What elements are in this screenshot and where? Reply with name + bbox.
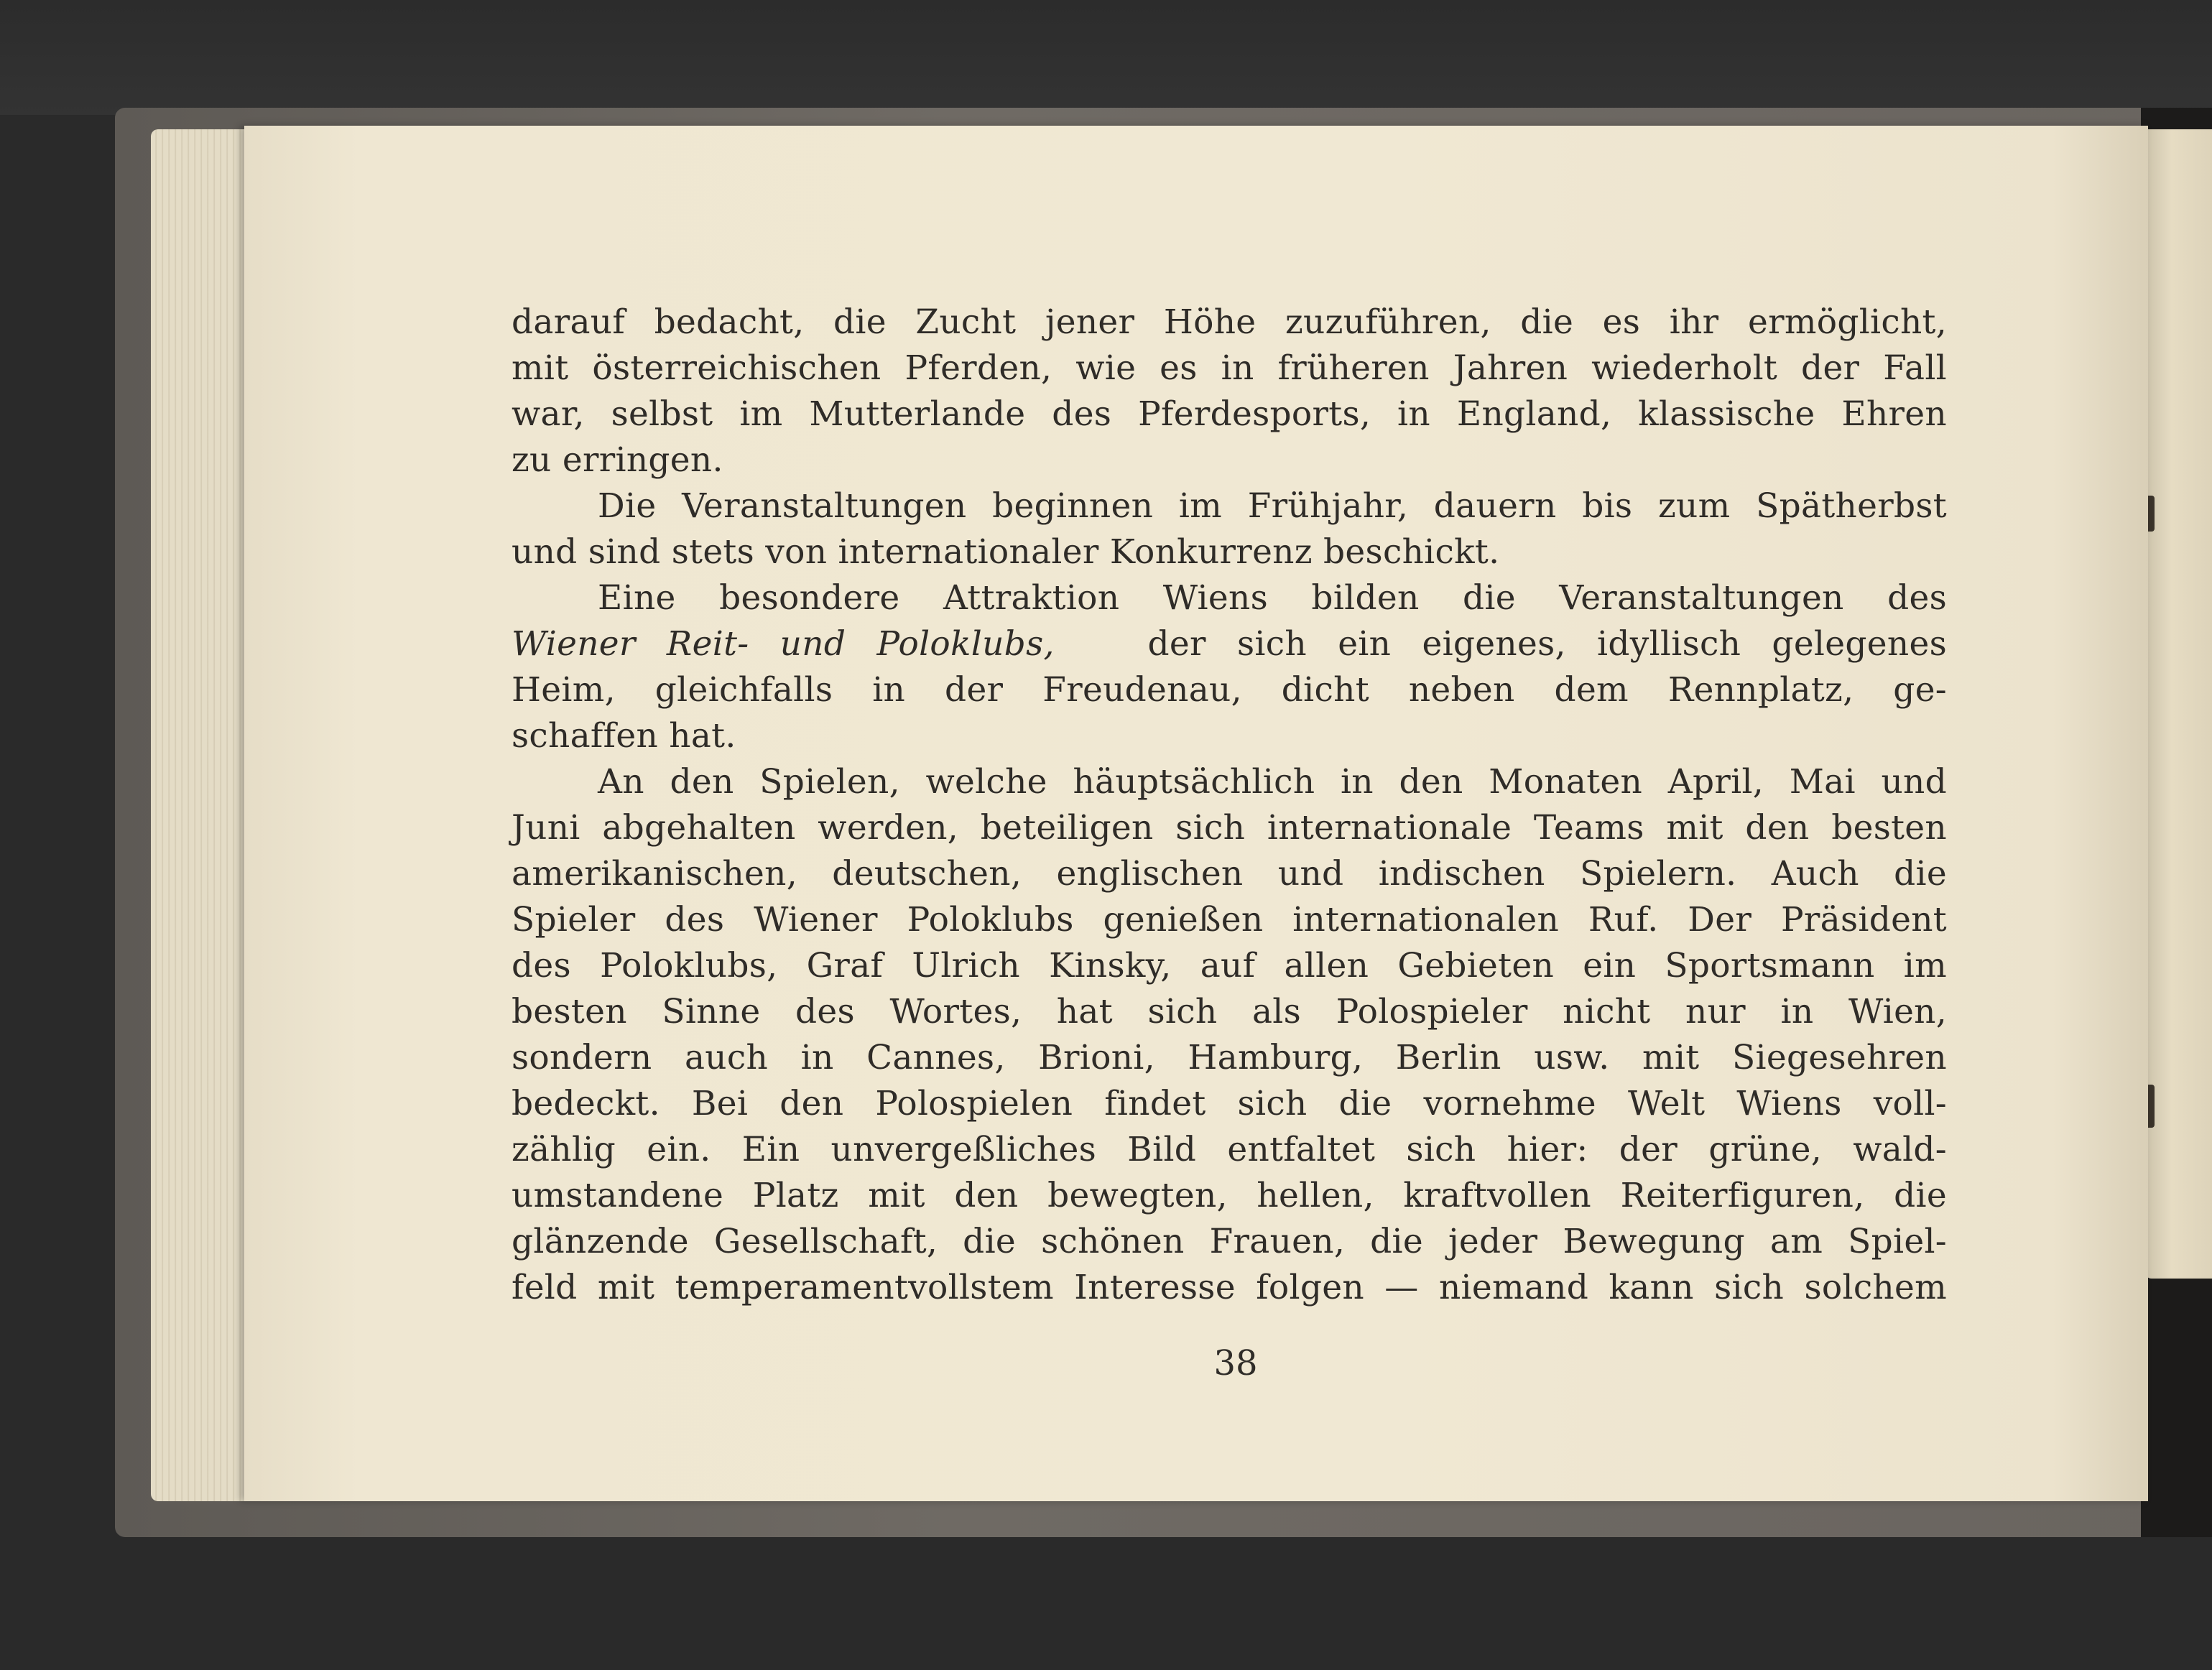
text-line: Heim, gleichfalls in der Freudenau, dicht neben dem Rennplatz, ge- [512,670,1947,710]
text-line: umstandene Platz mit den bewegten, hellen, kraftvollen Reiterfiguren, die [512,1176,1947,1215]
text-line: darauf bedacht, die Zucht jener Höhe zuzuführen, die es ihr ermöglicht, [512,302,1947,342]
text-line: war, selbst im Mutterlande des Pferdesports, in England, klassische Ehren [512,394,1947,434]
background-top [0,0,2212,115]
text-line: feld mit temperamentvollstem Interesse folgen — niemand kann sich solchem [512,1268,1947,1307]
text-line: zu erringen. [512,440,723,480]
text-line: mit österreichischen Pferden, wie es in früheren Jahren wiederholt der Fall [512,348,1947,388]
text-line: glänzende Gesellschaft, die schönen Frauen, die jeder Bewegung am Spiel- [512,1222,1947,1261]
text-line: des Poloklubs, Graf Ulrich Kinsky, auf allen Gebieten ein Sportsmann im [512,946,1947,985]
club-name-italic: Wiener Reit- und Poloklubs, [512,624,1055,664]
body-text [512,300,1947,1311]
text-line: Juni abgehalten werden, beteiligen sich internationale Teams mit den besten [512,808,1947,848]
text-line: und sind stets von internationaler Konkurrenz beschickt. [512,532,1500,572]
text-line: Eine besondere Attraktion Wiens bilden die Veranstaltungen des [598,578,1947,618]
page-number: 38 [1213,1343,1258,1383]
text-line: amerikanischen, deutschen, englischen und indischen Spielern. Auch die [512,854,1947,894]
facing-page-edge [2144,129,2212,1279]
text-line: schaffen hat. [512,716,736,756]
text-line: bedeckt. Bei den Polospielen findet sich die vornehme Welt Wiens voll- [512,1084,1947,1123]
text-line: Die Veranstaltungen beginnen im Frühjahr, dauern bis zum Spätherbst [598,486,1947,526]
text-line: zählig ein. Ein unvergeßliches Bild entfaltet sich hier: der grüne, wald- [512,1130,1947,1169]
text-line: Spieler des Wiener Poloklubs genießen internationalen Ruf. Der Präsident [512,900,1947,940]
text-line-with-italic [512,621,1947,667]
text-line: An den Spielen, welche häuptsächlich in den Monaten April, Mai und [598,762,1947,802]
page-stack-edges [151,129,251,1501]
text-line: besten Sinne des Wortes, hat sich als Polospieler nicht nur in Wien, [512,992,1947,1031]
text-line: sondern auch in Cannes, Brioni, Hamburg, Berlin usw. mit Siegesehren [512,1038,1947,1077]
text-line-rest: der sich ein eigenes, idyllisch gelegenes [1147,624,1947,664]
